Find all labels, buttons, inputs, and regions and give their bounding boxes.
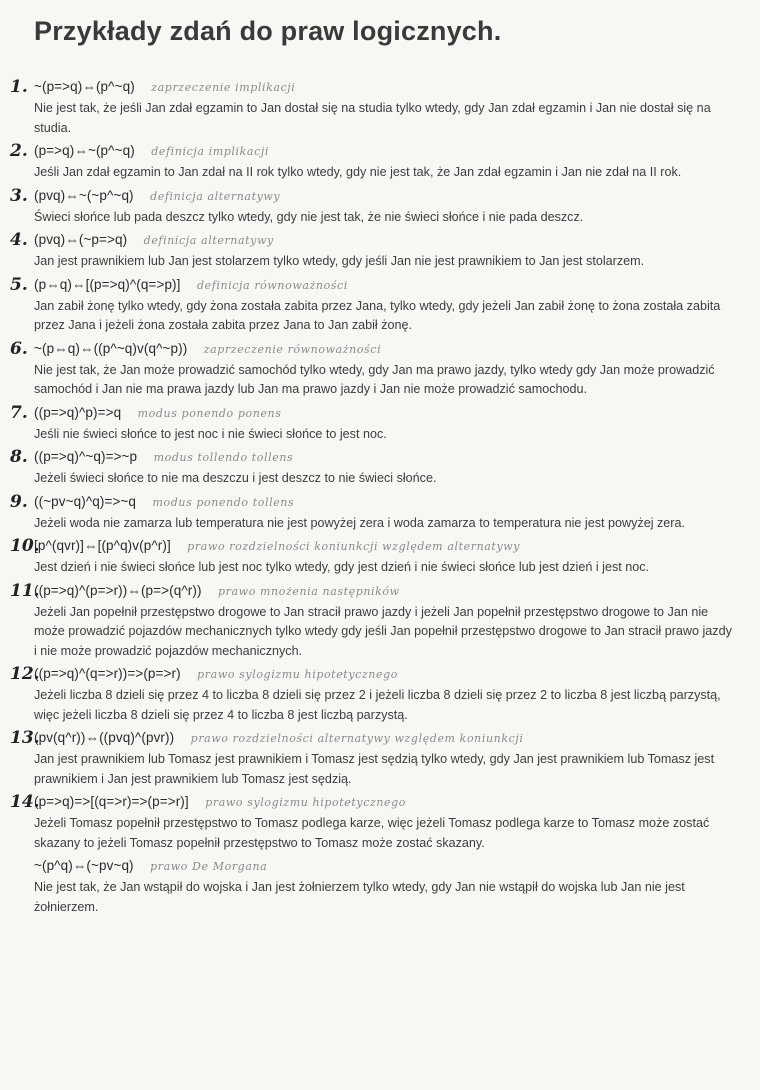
- item-number: 14.: [10, 792, 40, 812]
- example-sentence: Jeżeli woda nie zamarza lub temperatura nie jest powyżej zera i woda zamarza to temperatura nie jest powyżej zera.: [34, 515, 685, 530]
- example-item: [10, 231, 740, 272]
- handwritten-note: prawo sylogizmu hipotetycznego: [197, 668, 398, 681]
- item-number: 6.: [10, 338, 28, 359]
- formula-line: [34, 448, 740, 469]
- handwritten-note: zaprzeczenie równoważności: [203, 342, 382, 356]
- item-number: 7.: [10, 402, 28, 423]
- example-item: [10, 665, 740, 725]
- formula-line: [34, 276, 740, 297]
- handwritten-note: prawo mnożenia następników: [218, 584, 400, 598]
- handwritten-note: modus ponendo ponens: [137, 406, 282, 420]
- handwritten-note: prawo rozdzielności koniunkcji względem alternatywy: [187, 540, 521, 553]
- formula-line: [34, 729, 740, 750]
- formula-line: [34, 582, 740, 603]
- formula: ~(p^q)⇔(~pv~q): [34, 858, 134, 873]
- item-number: 2.: [10, 141, 28, 161]
- item-number: 11.: [10, 580, 40, 601]
- formula: ((p=>q)^p)=>q: [34, 404, 122, 420]
- item-number: 13.: [10, 728, 40, 748]
- example-item: [10, 793, 740, 853]
- example-item: [10, 729, 740, 789]
- handwritten-note: prawo sylogizmu hipotetycznego: [205, 796, 407, 809]
- example-sentence: Jan jest prawnikiem lub Tomasz jest prawnikiem i Tomasz jest sędzią tylko wtedy, gdy Jan jest prawnikiem lub Tomasz jest prawnikiem i Jan jest prawnikiem lub Tomasz jest sędzią.: [34, 752, 715, 786]
- example-item: [10, 276, 740, 336]
- item-number: 12.: [10, 664, 40, 684]
- example-sentence: Jeżeli liczba 8 dzieli się przez 4 to liczba 8 dzieli się przez 2 i jeżeli liczba 8 dzieli się przez 2 to liczba 8 jest liczbą parzystą, więc jeżeli liczba 8 dzieli się przez 4 to liczba 8 jest liczbą parzystą.: [34, 688, 721, 722]
- formula: ~(p⇔q)⇔((p^~q)v(q^~p)): [34, 340, 188, 356]
- handwritten-note: prawo De Morgana: [150, 860, 268, 873]
- handwritten-note: definicja alternatywy: [150, 189, 281, 203]
- example-sentence: Jan zabił żonę tylko wtedy, gdy żona została zabita przez Jana, tylko wtedy, gdy jeżeli Jan zabił żonę to żona została zabita przez Jana i jeżeli żona została zabita przez Jana to Jan zabił żonę.: [34, 298, 721, 332]
- example-sentence: Nie jest tak, że Jan wstąpił do wojska i Jan jest żołnierzem tylko wtedy, gdy Jan nie wstąpił do wojska lub Jan nie jest żołnierzem.: [34, 880, 685, 914]
- item-number: 1.: [10, 77, 28, 97]
- formula-line: [34, 187, 740, 208]
- example-item: [10, 142, 740, 183]
- handwritten-note: modus tollendo tollens: [153, 451, 294, 464]
- formula-line: [34, 340, 740, 361]
- item-number: 4.: [10, 230, 28, 250]
- example-item: [10, 448, 740, 489]
- formula: ((p=>q)^(q=>r))=>(p=>r): [34, 666, 181, 681]
- handwritten-note: modus ponendo tollens: [152, 495, 295, 509]
- example-sentence: Jeżeli Jan popełnił przestępstwo drogowe to Jan stracił prawo jazdy i jeżeli Jan popełnił przestępstwo drogowe to Jan nie może prowadzić pojazdów mechanicznych tylko wtedy gdy jeśli Jan popełnił przestępstwo drogowe to Jan stracił prawo jazdy i nie może prowadzić pojazdów mechanicznych.: [34, 604, 732, 658]
- formula: ((~pv~q)^q)=>~q: [34, 493, 137, 509]
- formula-line: [34, 857, 740, 878]
- page-title: Przykłady zdań do praw logicznych.: [34, 16, 502, 46]
- example-item: [10, 187, 740, 228]
- formula-line: [34, 493, 740, 514]
- example-sentence: Nie jest tak, że jeśli Jan zdał egzamin to Jan dostał się na studia tylko wtedy, gdy Jan zdał egzamin i Jan nie dostał się na studia.: [34, 101, 711, 135]
- formula: (pvq)⇔(~p=>q): [34, 232, 128, 247]
- formula: [p^(qvr)]⇔[(p^q)v(p^r)]: [34, 538, 171, 553]
- formula-line: [34, 793, 740, 814]
- item-number: 5.: [10, 274, 28, 295]
- example-item: [10, 340, 740, 400]
- item-number: 3.: [10, 185, 28, 206]
- example-item: [10, 582, 740, 662]
- formula: ((p=>q)^~q)=>~p: [34, 449, 138, 464]
- handwritten-note: definicja równoważności: [196, 278, 348, 292]
- formula: (p⇔q)⇔[(p=>q)^(q=>p)]: [34, 276, 181, 292]
- formula-line: [34, 231, 740, 252]
- formula: (pvq)⇔~(~p^~q): [34, 187, 134, 203]
- formula: (pv(q^r))⇔((pvq)^(pvr)): [34, 730, 175, 745]
- formula-line: [34, 404, 740, 425]
- example-item: [10, 78, 740, 138]
- example-item: [10, 493, 740, 534]
- example-item: [10, 537, 740, 578]
- example-sentence: Jan jest prawnikiem lub Jan jest stolarzem tylko wtedy, gdy jeśli Jan nie jest prawnikiem to Jan jest stolarzem.: [34, 254, 645, 268]
- item-number: 10.: [10, 536, 40, 556]
- example-item: [10, 404, 740, 445]
- example-sentence: Świeci słońce lub pada deszcz tylko wtedy, gdy nie jest tak, że nie świeci słońce i nie pada deszcz.: [34, 209, 584, 224]
- examples-list: [10, 78, 740, 921]
- handwritten-note: definicja alternatywy: [143, 234, 274, 247]
- example-sentence: Jeżeli świeci słońce to nie ma deszczu i jest deszcz to nie świeci słońce.: [34, 471, 437, 485]
- example-sentence: Jest dzień i nie świeci słońce lub jest noc tylko wtedy, gdy jest dzień i nie świeci słońce lub jest dzień i jest noc.: [34, 560, 650, 574]
- item-number: 9.: [10, 491, 28, 512]
- formula-line: [34, 537, 740, 558]
- handwritten-note: definicja implikacji: [151, 145, 269, 158]
- example-item: [10, 857, 740, 917]
- formula-line: [34, 142, 740, 163]
- formula-line: [34, 78, 740, 99]
- formula: ((p=>q)^(p=>r))⇔(p=>(q^r)): [34, 582, 202, 598]
- example-sentence: Jeśli nie świeci słońce to jest noc i nie świeci słońce to jest noc.: [34, 426, 387, 441]
- handwritten-note: prawo rozdzielności alternatywy względem koniunkcji: [190, 732, 524, 745]
- formula: ~(p=>q)⇔(p^~q): [34, 79, 135, 94]
- example-sentence: Nie jest tak, że Jan może prowadzić samochód tylko wtedy, gdy Jan ma prawo jazdy, tylko wtedy gdy Jan może prowadzić samochód i Jan nie ma prawa jazdy lub Jan ma prawo jazdy i Jan nie może prowadzić samochodu.: [34, 362, 715, 396]
- formula: (p=>q)=>[(q=>r)=>(p=>r)]: [34, 794, 189, 809]
- example-sentence: Jeśli Jan zdał egzamin to Jan zdał na II rok tylko wtedy, gdy nie jest tak, że Jan zdał egzamin i Jan nie zdał na II rok.: [34, 165, 682, 179]
- item-number: 8.: [10, 447, 28, 467]
- formula: (p=>q)⇔~(p^~q): [34, 143, 135, 158]
- handwritten-note: zaprzeczenie implikacji: [151, 81, 296, 94]
- formula-line: [34, 665, 740, 686]
- example-sentence: Jeżeli Tomasz popełnił przestępstwo to Tomasz podlega karze, więc jeżeli Tomasz podlega karze to Tomasz może zostać skazany to jeżeli Tomasz popełnił przestępstwo to Tomasz może zostać skazany.: [34, 816, 710, 850]
